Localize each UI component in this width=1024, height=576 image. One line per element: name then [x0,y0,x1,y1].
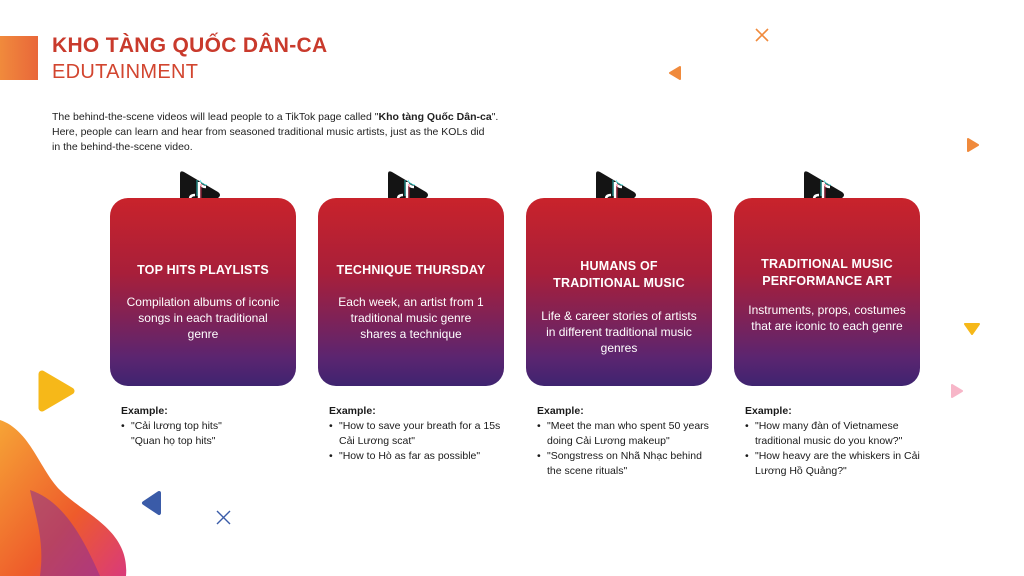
x-mark-icon [216,510,231,525]
card-title: TECHNIQUE THURSDAY [336,263,486,277]
page-title: KHO TÀNG QUỐC DÂN-CA [52,34,328,57]
example-list [537,419,717,479]
example-block [745,404,925,479]
card-description: Life & career stories of artists in different traditional music genres [541,309,697,355]
card-description: Instruments, props, costumes that are iconic to each genre [748,303,906,333]
page-subtitle: EDUTAINMENT [52,61,199,83]
x-mark-icon [755,28,769,42]
card-title: TOP HITS PLAYLISTS [137,263,269,277]
example-label: Example: [537,405,584,417]
intro-text: ". [491,111,499,123]
example-block [329,404,509,464]
card-description: Compilation albums of iconic songs in each traditional genre [126,295,280,341]
triangle-down-icon [964,322,980,336]
card-title: HUMANS OF TRADITIONAL MUSIC [553,259,685,290]
card-description: Each week, an artist from 1 traditional music genre shares a technique [338,295,484,341]
feature-card [734,198,920,386]
triangle-right-icon [950,384,964,398]
example-item: "Quan họ top hits" [131,435,216,447]
play-triangle-icon [36,370,76,412]
feature-card [526,198,712,386]
triangle-left-icon [668,66,682,80]
example-item: • "Cải lương top hits" [121,420,222,432]
accent-bar [0,36,38,80]
intro-text: The behind-the-scene videos will lead people to a TikTok page called " [52,111,379,123]
feature-card [110,198,296,386]
example-item: • "How to Hò as far as possible" [329,450,481,462]
example-item: • "Meet the man who spent 50 years doing Cải Lương makeup" [537,420,709,447]
example-item: • "How many đàn of Vietnamese traditional music do you know?" [745,420,903,447]
example-item: • "Songstress on Nhã Nhạc behind the scene rituals" [537,450,702,477]
example-list [329,419,509,464]
triangle-right-icon [966,138,979,152]
intro-page-name: Kho tàng Quốc Dân-ca [378,111,492,123]
triangle-left-icon [140,490,162,516]
example-block [537,404,717,479]
example-item: • "How heavy are the whiskers in Cải Lương Hồ Quảng?" [745,450,920,477]
example-label: Example: [121,405,168,417]
example-list [745,419,925,479]
example-list [121,419,301,449]
intro-text: Here, people can learn and hear from seasoned traditional music artists, just as the KOLs did [52,126,485,138]
intro-text: in the behind-the-scene video. [52,141,193,153]
feature-card [318,198,504,386]
example-label: Example: [745,405,792,417]
decorative-wave-shape [0,420,130,576]
intro-paragraph [52,110,552,155]
example-item: • "How to save your breath for a 15s Cải Lương scat" [329,420,501,447]
card-title: TRADITIONAL MUSIC PERFORMANCE ART [761,257,893,288]
example-label: Example: [329,405,376,417]
example-block [121,404,301,449]
